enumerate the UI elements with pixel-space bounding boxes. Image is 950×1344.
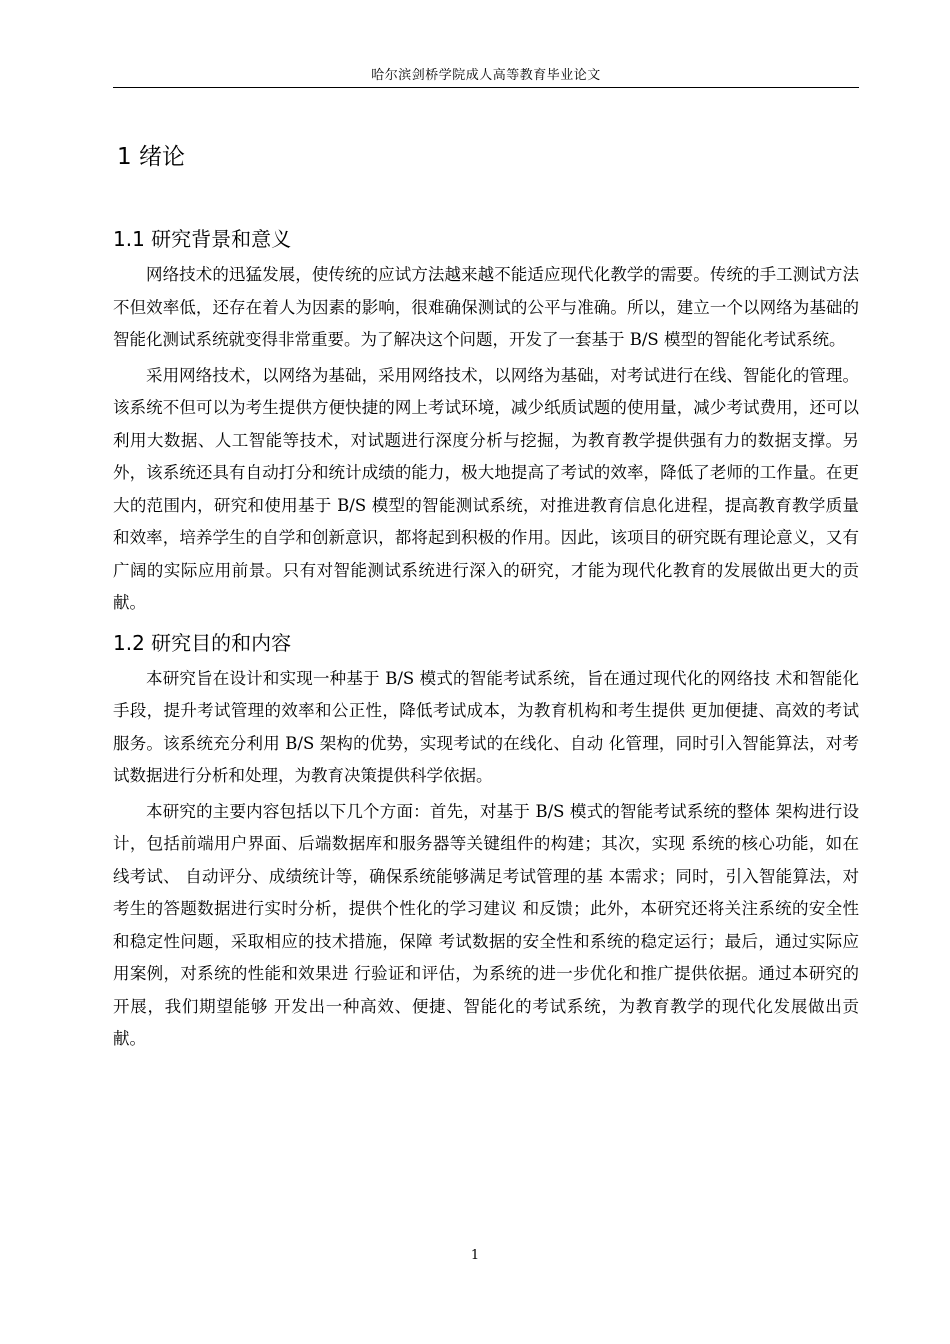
paragraph: 网络技术的迅猛发展，使传统的应试方法越来越不能适应现代化教学的需要。传统的手工测试方法不但效率低，还存在着人为因素的影响，很难确保测试的公平与准确。所以，建立一个以网络为基础的智能化测试系统就变得非常重要。为了解决这个问题，开发了一套基于 B/S 模型的智能化考试系统。 xyxy=(113,265,859,349)
running-header: 哈尔滨剑桥学院成人高等教育毕业论文 xyxy=(371,68,601,83)
paragraph: 本研究的主要内容包括以下几个方面：首先，对基于 B/S 模式的智能考试系统的整体 架构进行设计，包括前端用户界面、后端数据库和服务器等关键组件的构建；其次，实现 系统的核心功能，如在线考试、 自动评分、成绩统计等，确保系统能够满足考试管理的基 本需求；同时，引入智能算法，对考生的答题数据进行实时分析，提供个性化的学习建议 和反馈；此外，本研究还将关注系统的安全性和稳定性问题，采取相应的技术措施，保障 考试数据的安全性和系统的稳定运行；最后，通过实际应用案例，对系统的性能和效果进 行验证和评估，为系统的进一步优化和推广提供依据。通过本研究的开展，我们期望能够 开发出一种高效、便捷、智能化的考试系统，为教育教学的现代化发展做出贡献。 xyxy=(113,801,859,1048)
paragraph: 采用网络技术，以网络为基础，采用网络技术，以网络为基础，对考试进行在线、智能化的管理。该系统不但可以为考生提供方便快捷的网上考试环境，减少纸质试题的使用量，减少考试费用，还可以利用大数据、人工智能等技术，对试题进行深度分析与挖掘，为教育教学提供强有力的数据支撑。另外，该系统还具有自动打分和统计成绩的能力，极大地提高了考试的效率，降低了老师的工作量。在更大的范围内，研究和使用基于 B/S 模型的智能测试系统，对推进教育信息化进程，提高教育教学质量和效率，培养学生的自学和创新意识，都将起到积极的作用。因此，该项目的研究既有理论意义，又有广阔的实际应用前景。只有对智能测试系统进行深入的研究，才能为现代化教育的发展做出更大的贡献。 xyxy=(113,365,859,612)
header-divider xyxy=(113,87,859,88)
page-number: 1 xyxy=(470,1248,480,1263)
section-body xyxy=(113,663,859,1056)
section-title: 1.2 研究目的和内容 xyxy=(113,630,292,655)
chapter-title: 1 绪论 xyxy=(117,144,185,170)
page-content xyxy=(113,140,859,1056)
section-title: 1.1 研究背景和意义 xyxy=(113,227,292,251)
section-body xyxy=(113,259,859,620)
paragraph: 本研究旨在设计和实现一种基于 B/S 模式的智能考试系统，旨在通过现代化的网络技 术和智能化手段，提升考试管理的效率和公正性，降低考试成本，为教育机构和考生提供 更加便捷、高效的考试服务。该系统充分利用 B/S 架构的优势，实现考试的在线化、自动 化管理，同时引入智能算法，对考试数据进行分析和处理，为教育决策提供科学依据。 xyxy=(113,668,859,785)
